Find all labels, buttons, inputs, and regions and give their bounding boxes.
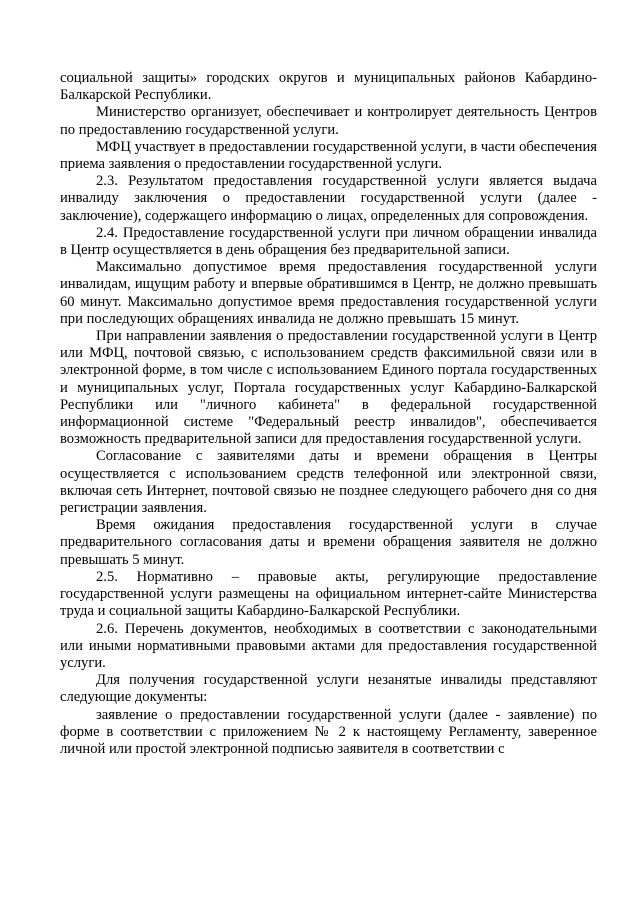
paragraph-continuation: социальной защиты» городских округов и муниципальных районов Кабардино-Балкарской Республики. bbox=[60, 70, 597, 104]
paragraph-2-6: 2.6. Перечень документов, необходимых в соответствии с законодательными или иными нормативными правовыми актами для предоставления государственной услуги. bbox=[60, 620, 597, 671]
paragraph-max-time: Максимально допустимое время предоставления государственной услуги инвалидам, ищущим работу и впервые обратившимся в Центр, не должно превышать 60 минут. Максимально допустимое время предоставления государственной услуги при последующих обращениях инвалида не должно превышать 15 минут. bbox=[60, 259, 597, 327]
paragraph-2-5: 2.5. Нормативно – правовые акты, регулирующие предоставление государственной услуги размещены на официальном интернет-сайте Министерства труда и социальной защиты Кабардино-Балкарской Республики. bbox=[60, 568, 597, 620]
document-page bbox=[60, 70, 597, 758]
paragraph-documents-intro: Для получения государственной услуги незанятые инвалиды представляют следующие документы: bbox=[60, 672, 597, 706]
paragraph-waiting-time: Время ожидания предоставления государственной услуги в случае предварительного согласования даты и времени обращения заявителя не должно превышать 5 минут. bbox=[60, 517, 597, 568]
paragraph-application-channels: При направлении заявления о предоставлении государственной услуги в Центр или МФЦ, почтовой связью, с использованием средств факсимильной связи или в электронной форме, в том числе с использованием Единого портала государственных и муниципальных услуг, Портала государственных услуг Кабардино-Балкарской Республики или "личного кабинета" в федеральной государственной информационной системе "Федеральный реестр инвалидов", обеспечивается возможность предварительной записи для предоставления государственной услуги. bbox=[60, 328, 597, 448]
paragraph-mfc: МФЦ участвует в предоставлении государственной услуги, в части обеспечения приема заявления о предоставлении государственной услуги. bbox=[60, 138, 597, 173]
paragraph-application-form: заявление о предоставлении государственной услуги (далее - заявление) по форме в соответствии с приложением № 2 к настоящему Регламенту, заверенное личной или простой электронной подписью заявителя в соответствии с bbox=[60, 706, 597, 757]
paragraph-2-3: 2.3. Результатом предоставления государственной услуги является выдача инвалиду заключения о предоставлении государственной услуги (далее - заключение), содержащего информацию о лицах, определенных для сопровождения. bbox=[60, 173, 597, 224]
paragraph-ministry: Министерство организует, обеспечивает и контролирует деятельность Центров по предоставлению государственной услуги. bbox=[60, 104, 597, 138]
paragraph-scheduling: Согласование с заявителями даты и времени обращения в Центры осуществляется с использованием средств телефонной или электронной связи, включая сеть Интернет, почтовой связью не позднее следующего рабочего дня со дня регистрации заявления. bbox=[60, 448, 597, 517]
paragraph-2-4: 2.4. Предоставление государственной услуги при личном обращении инвалида в Центр осуществляется в день обращения без предварительной записи. bbox=[60, 224, 597, 259]
